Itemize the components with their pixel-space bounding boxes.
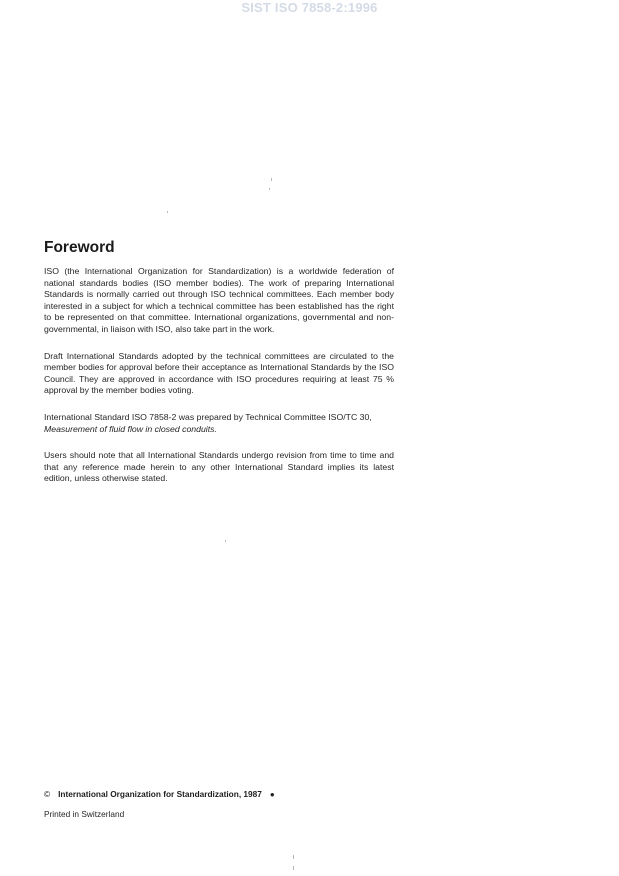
scan-speck bbox=[271, 178, 272, 181]
paragraph-revision-note: Users should note that all International Standards undergo revision from time to time and that any reference made herein to any other International Standard implies its latest edition, unless otherwise stated. bbox=[44, 450, 394, 484]
paragraph-prepared-by bbox=[44, 412, 394, 435]
foreword-body bbox=[44, 266, 394, 500]
copyright-line bbox=[44, 789, 275, 800]
paragraph-draft-standards: Draft International Standards adopted by the technical committees are circulated to the member bodies for approval before their acceptance as International Standards by the ISO Council. They are approved in accordance with ISO procedures requiring at least 75 % approval by the member bodies voting. bbox=[44, 350, 394, 396]
copyright-text: International Organization for Standardization, 1987 bbox=[58, 789, 262, 799]
scan-speck bbox=[293, 866, 294, 870]
scan-speck bbox=[269, 188, 270, 190]
prepared-by-text: International Standard ISO 7858-2 was prepared by Technical Committee ISO/TC 30, bbox=[44, 411, 372, 422]
bullet-mark: ● bbox=[269, 790, 275, 799]
scan-speck bbox=[293, 855, 294, 859]
copyright-symbol: © bbox=[44, 789, 51, 799]
page-heading: Foreword bbox=[44, 239, 115, 256]
printed-in: Printed in Switzerland bbox=[44, 809, 125, 819]
committee-title: Measurement of fluid flow in closed conduits. bbox=[44, 423, 217, 434]
paragraph-iso-federation: ISO (the International Organization for Standardization) is a worldwide federation of national standards bodies (ISO member bodies). The work of preparing International Standards is normally carried out through ISO technical committees. Each member body interested in a subject for which a technical committee has been established has the right to be represented on that committee. International organizations, governmental and non-governmental, in liaison with ISO, also take part in the work. bbox=[44, 266, 394, 334]
scan-speck bbox=[167, 211, 168, 213]
document-watermark: SIST ISO 7858-2:1996 bbox=[241, 0, 378, 15]
scan-speck bbox=[225, 540, 226, 542]
